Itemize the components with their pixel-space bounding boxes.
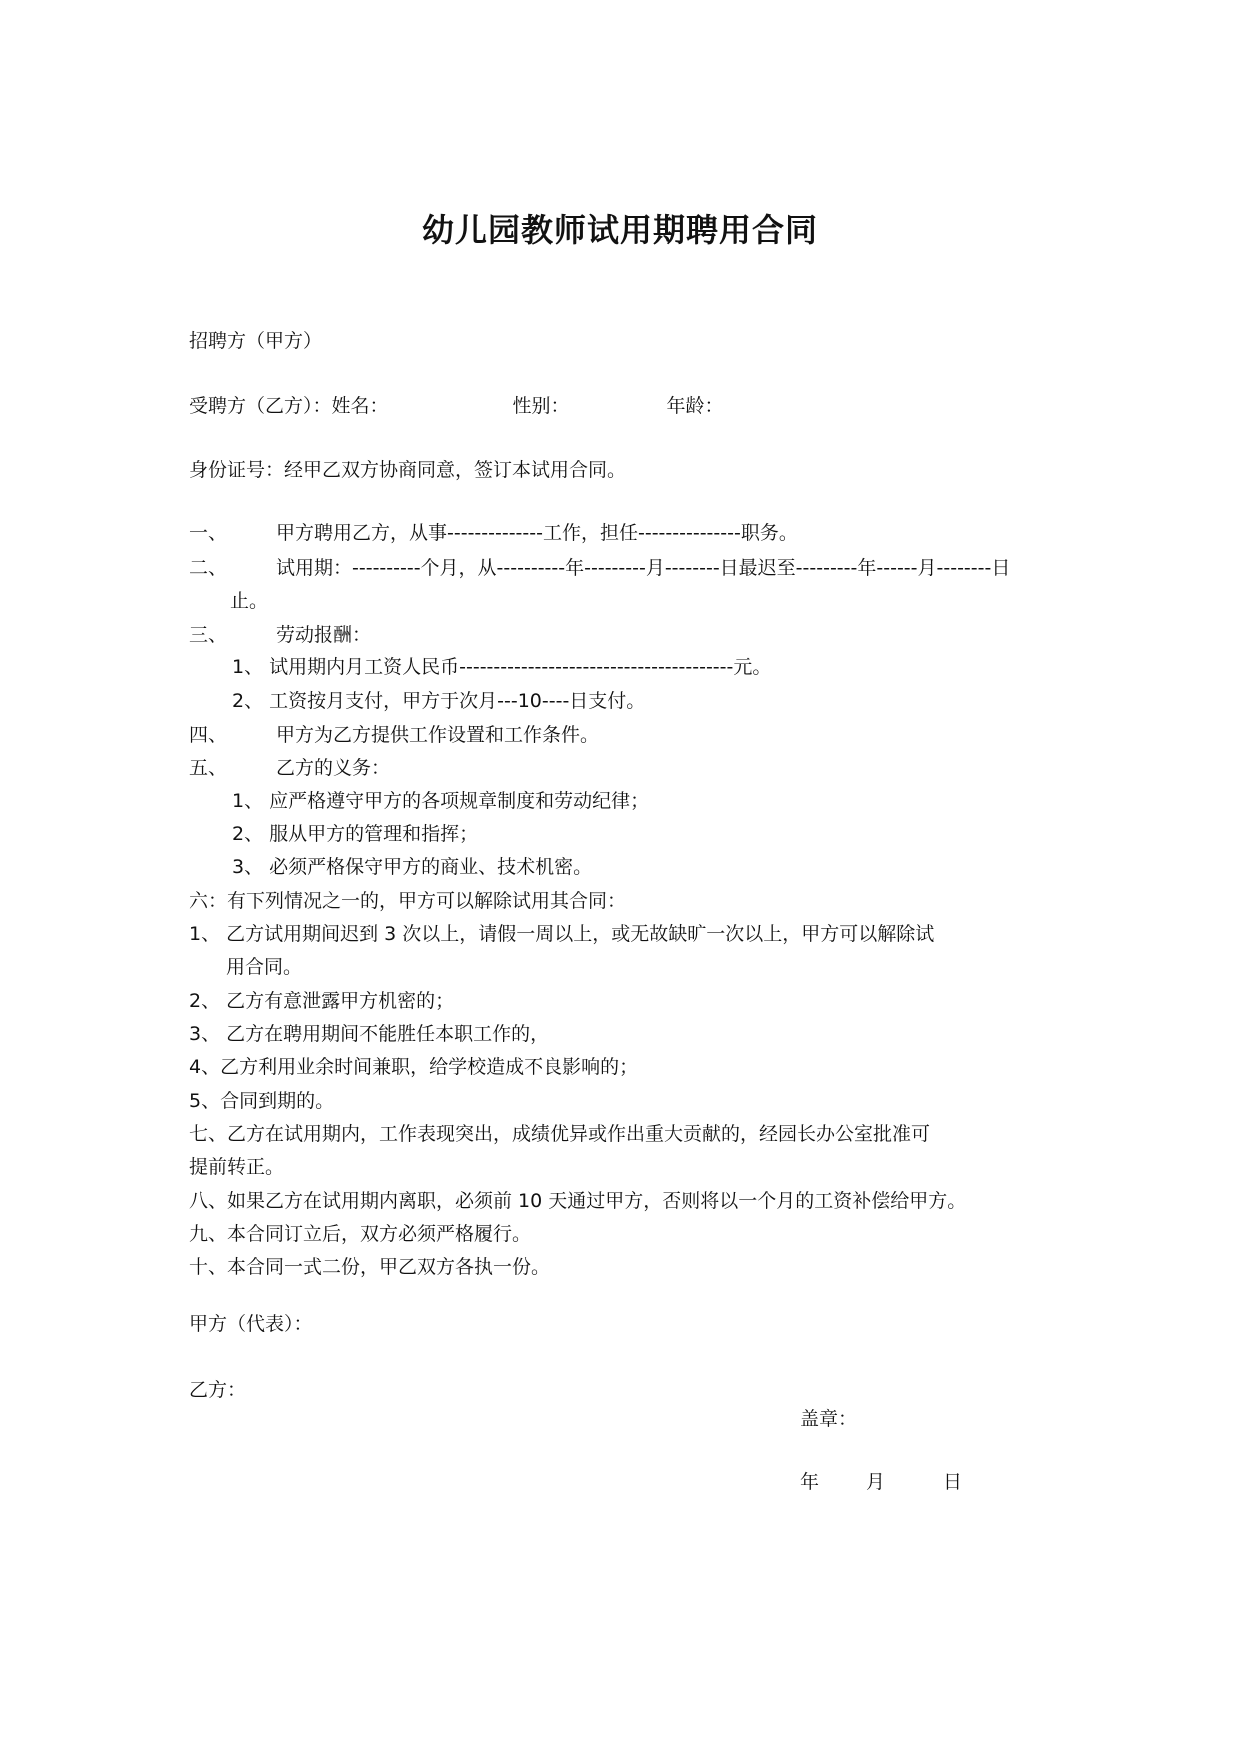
id-number-line: 身份证号：经甲乙双方协商同意，签订本试用合同。 bbox=[189, 459, 627, 481]
gender-label: 性别： bbox=[512, 395, 570, 417]
clause-5-item-3: 3、 必须严格保守甲方的商业、技术机密。 bbox=[232, 856, 593, 878]
clause-3-text: 劳动报酬： bbox=[276, 624, 372, 646]
clause-1-text: 甲方聘用乙方，从事--------------工作，担任---------------职务。 bbox=[276, 522, 798, 544]
document-title: 幼儿园教师试用期聘用合同 bbox=[421, 211, 818, 249]
clause-5-item-2: 2、 服从甲方的管理和指挥； bbox=[232, 823, 479, 845]
clause-7-continuation: 提前转正。 bbox=[189, 1156, 285, 1178]
party-b-line bbox=[189, 394, 724, 418]
signature-party-b: 乙方： bbox=[189, 1379, 247, 1401]
clause-5-item-1: 1、 应严格遵守甲方的各项规章制度和劳动纪律； bbox=[232, 790, 650, 812]
clause-3-item-2: 2、 工资按月支付，甲方于次月---10----日支付。 bbox=[232, 690, 646, 712]
clause-8-text: 八、如果乙方在试用期内离职，必须前 10 天通过甲方，否则将以一个月的工资补偿给甲方。 bbox=[189, 1190, 967, 1212]
clause-6-item-1-continuation: 用合同。 bbox=[226, 956, 303, 978]
clause-6-heading: 六：有下列情况之一的，甲方可以解除试用其合同： bbox=[189, 890, 627, 912]
signature-party-a: 甲方（代表）： bbox=[189, 1313, 313, 1335]
age-label: 年龄： bbox=[666, 395, 724, 417]
clause-6-item-5: 5、合同到期的。 bbox=[189, 1090, 335, 1112]
clause-1-number: 一、 bbox=[189, 522, 228, 544]
party-b-name-label: 受聘方（乙方）：姓名： bbox=[189, 395, 389, 417]
clause-4-number: 四、 bbox=[189, 724, 228, 746]
clause-4-text: 甲方为乙方提供工作设置和工作条件。 bbox=[276, 724, 600, 746]
clause-10-text: 十、本合同一式二份，甲乙双方各执一份。 bbox=[189, 1256, 551, 1278]
date-day-label: 日 bbox=[943, 1471, 963, 1493]
party-a-line: 招聘方（甲方） bbox=[189, 330, 323, 352]
clause-9-text: 九、本合同订立后，双方必须严格履行。 bbox=[189, 1223, 532, 1245]
clause-2-number: 二、 bbox=[189, 557, 228, 579]
clause-6-item-3: 3、 乙方在聘用期间不能胜任本职工作的， bbox=[189, 1023, 550, 1045]
clause-2-text: 试用期：----------个月，从----------年---------月--------日最迟至---------年------月--------日 bbox=[276, 557, 1011, 579]
clause-6-item-2: 2、 乙方有意泄露甲方机密的； bbox=[189, 990, 455, 1012]
clause-5-text: 乙方的义务： bbox=[276, 757, 391, 779]
clause-5-number: 五、 bbox=[189, 757, 228, 779]
clause-6-item-1: 1、 乙方试用期间迟到 3 次以上，请假一周以上，或无故缺旷一次以上，甲方可以解除试 bbox=[189, 923, 935, 945]
clause-7-text: 七、乙方在试用期内，工作表现突出，成绩优异或作出重大贡献的，经园长办公室批准可 bbox=[189, 1123, 931, 1145]
clause-6-item-4: 4、乙方利用业余时间兼职，给学校造成不良影响的； bbox=[189, 1056, 639, 1078]
seal-label: 盖章： bbox=[800, 1408, 858, 1430]
date-year-label: 年 bbox=[800, 1471, 820, 1493]
clause-3-item-1: 1、 试用期内月工资人民币----------------------------------------元。 bbox=[232, 656, 772, 678]
clause-3-number: 三、 bbox=[189, 624, 228, 646]
date-month-label: 月 bbox=[866, 1471, 886, 1493]
clause-2-continuation: 止。 bbox=[230, 590, 269, 612]
